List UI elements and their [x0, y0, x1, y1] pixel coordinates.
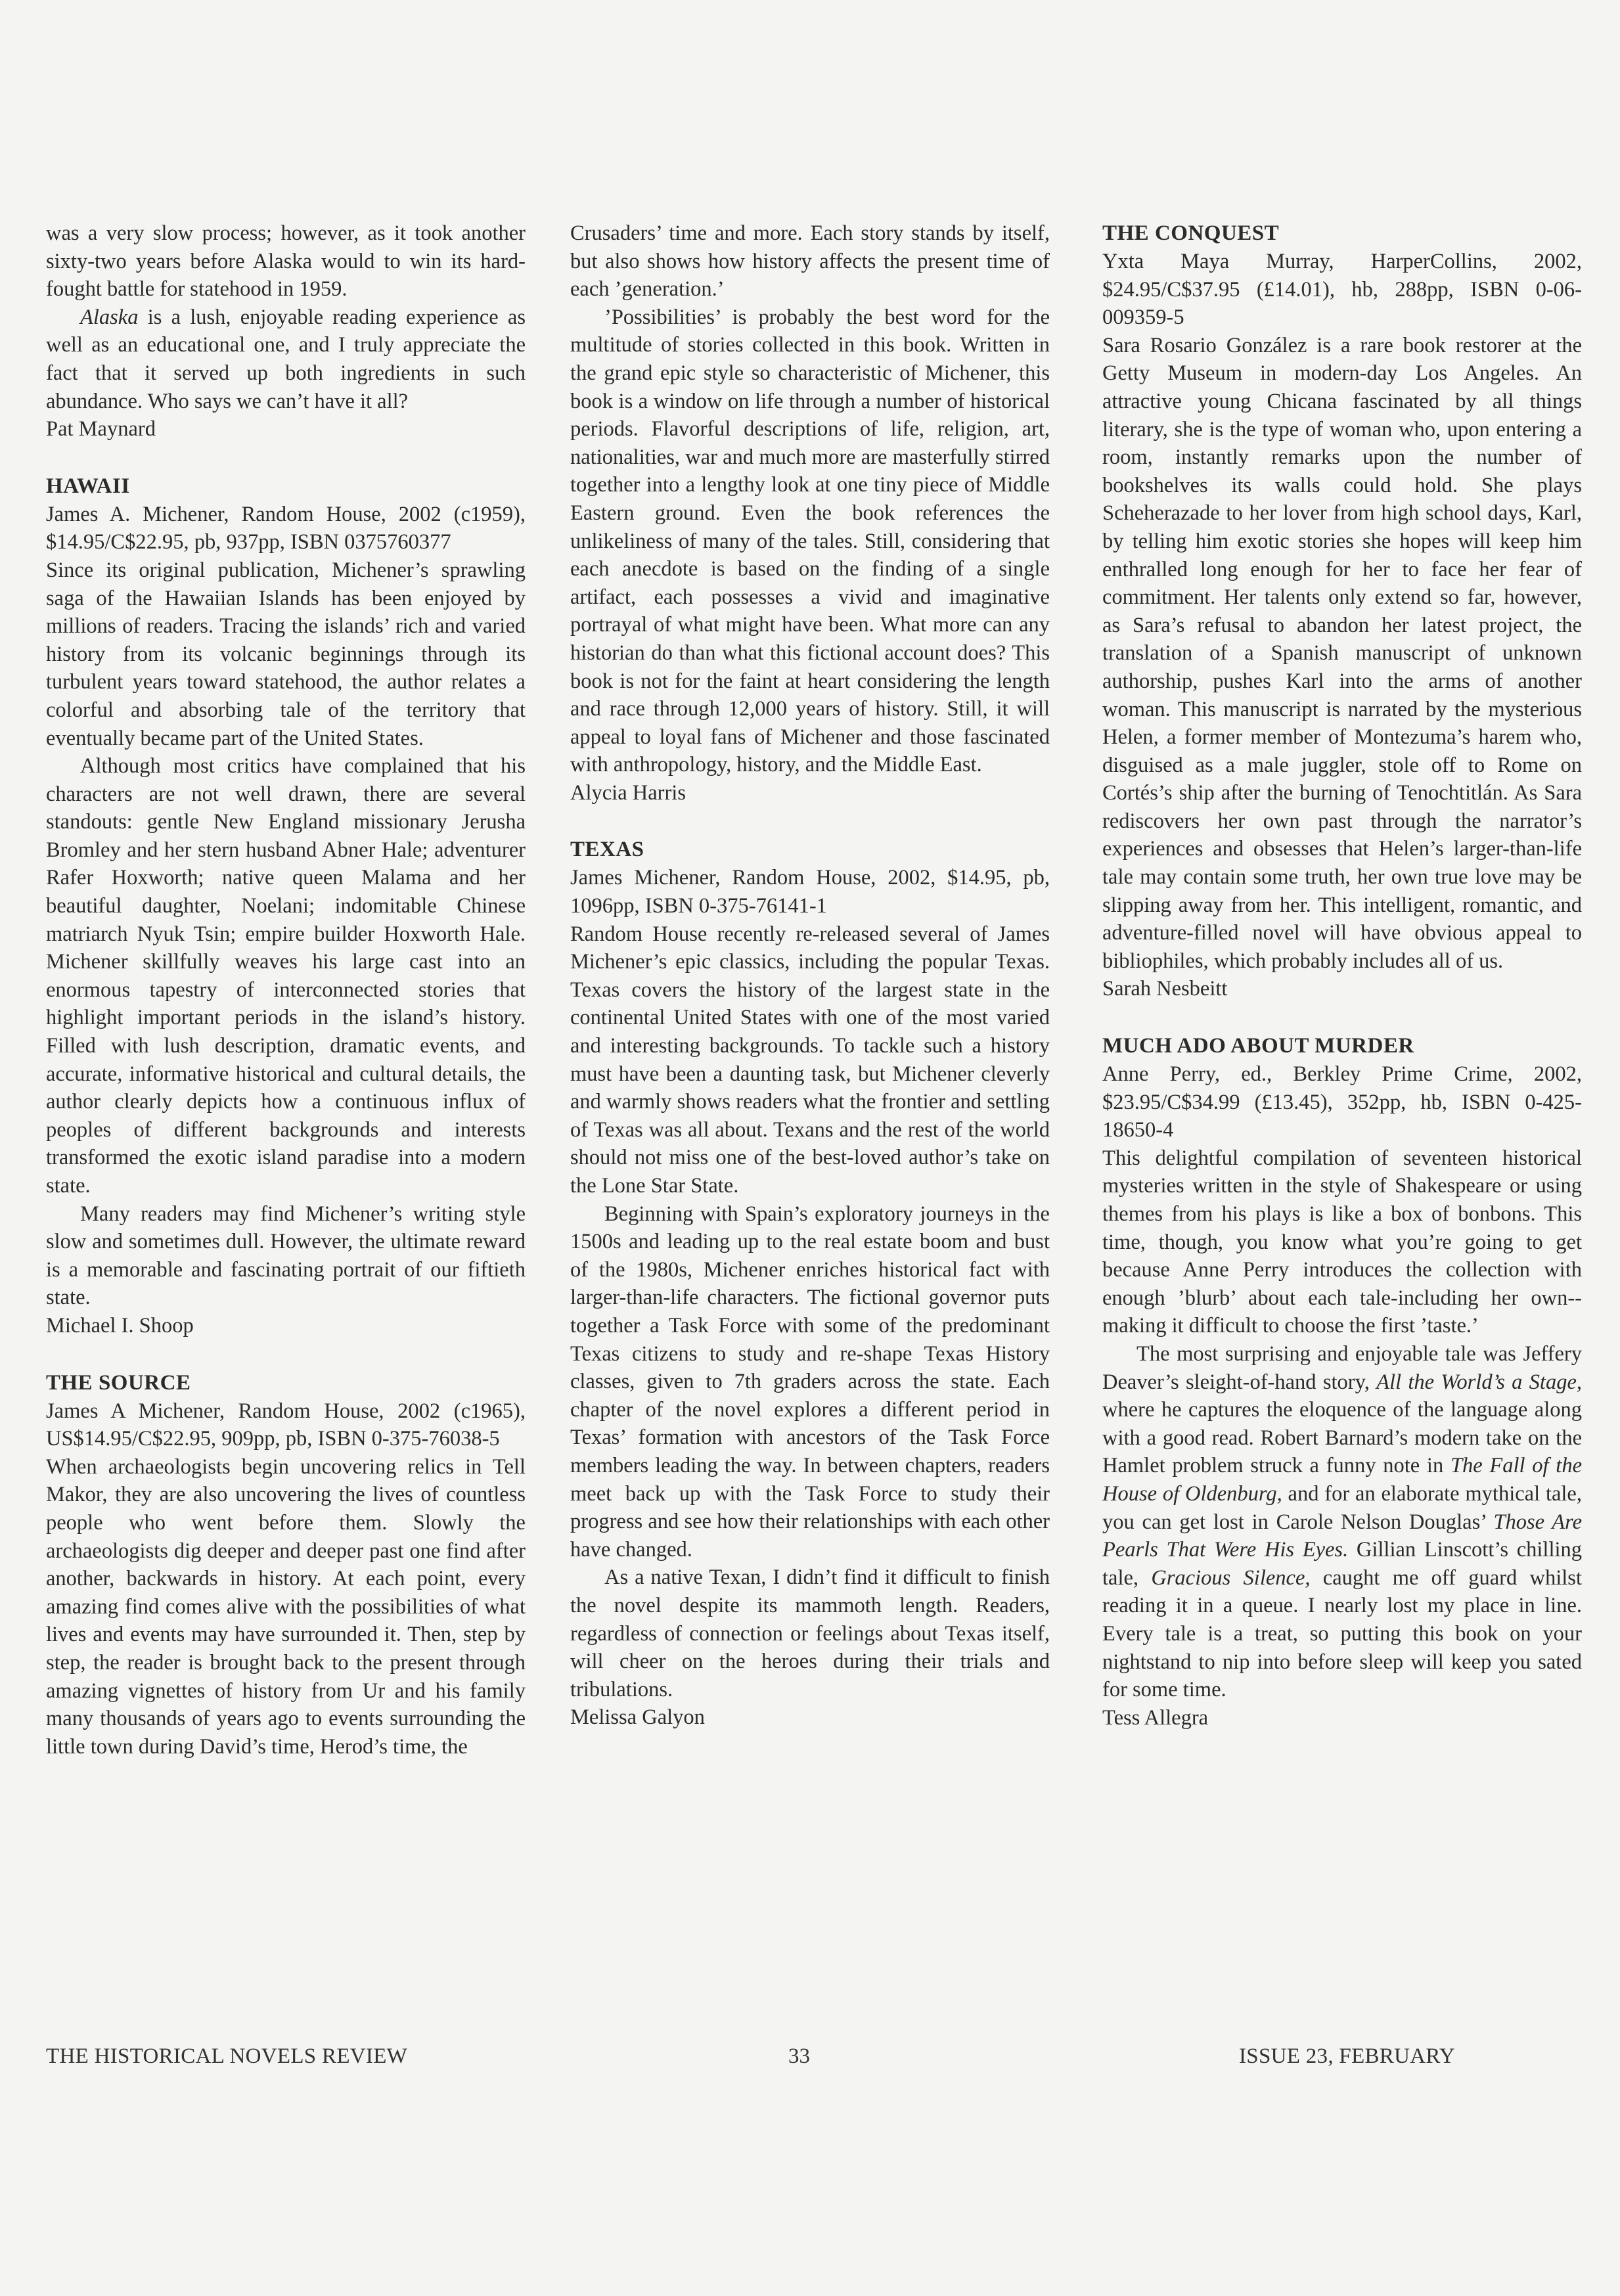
footer-publication-name: THE HISTORICAL NOVELS REVIEW — [46, 2044, 408, 2068]
review-paragraph: Many readers may find Michener’s writing style slow and sometimes dull. However, the ultimate reward is a memorable and fascinating portrait of our fiftieth state. — [46, 1202, 526, 1310]
review-title-the-source: THE SOURCE — [46, 1370, 191, 1395]
story-title-italic: Those Are Pearls That Were His Eyes. — [1102, 1510, 1582, 1562]
reviewer-name: Sarah Nesbeitt — [1102, 977, 1228, 1001]
review-paragraph: Crusaders’ time and more. Each story stands by itself, but also shows how history affects the present time of each ’generation.’ — [570, 221, 1050, 302]
reviewer-name: Alycia Harris — [570, 780, 686, 805]
review-paragraph: This delightful compilation of seventeen historical mysteries written in the style of Shakespeare or using themes from his plays is like a box of bonbons. This time, though, you know what you’re going to get because Anne Perry introduces the collection with enough ’blurb’ about each tale-including her own--making it difficult to choose the first ’taste.’ — [1102, 1146, 1582, 1338]
footer-issue: ISSUE 23, FEBRUARY — [1239, 2044, 1456, 2068]
footer-page-number: 33 — [788, 2044, 810, 2068]
review-title-much-ado-about-murder: MUCH ADO ABOUT MURDER — [1102, 1034, 1414, 1058]
review-title-the-conquest: THE CONQUEST — [1102, 221, 1280, 245]
reviewer-name: Melissa Galyon — [570, 1705, 705, 1730]
story-title-italic: Gracious Silence, — [1151, 1565, 1311, 1590]
alaska-review-closing: Alaska is a lush, enjoyable reading experience as well as an educational one, and I truly appreciate the fact that it served up both ingredients in such abundance. Who says we can’t have it all? — [46, 305, 526, 413]
column-2 — [570, 219, 1050, 1732]
review-paragraph: When archaeologists begin uncovering relics in Tell Makor, they are also uncovering the lives of countless people who went before them. Slowly the archaeologists dig deeper and deeper past one find after another, backwards in history. At each point, every amazing find comes alive with the possibilities of what lives and events may have surrounded it. Then, step by step, the reader is brought back to the present through amazing vignettes of history from Ur and his family many thousands of years ago to events surrounding the little town during David’s time, Herod’s time, the — [46, 1454, 526, 1759]
column-1 — [46, 219, 526, 1761]
review-title-hawaii: HAWAII — [46, 474, 130, 498]
review-paragraph: Random House recently re-released several of James Michener’s epic classics, including the popular Texas. Texas covers the history of the largest state in the continental United States with one of the most varied and interesting backgrounds. To tackle such a history must have been a daunting task, but Michener cleverly and warmly shows readers what the frontier and settling of Texas was all about. Texans and the rest of the world should not miss one of the best-loved author’s take on the Lone Star State. — [570, 922, 1050, 1198]
review-paragraph: Sara Rosario González is a rare book restorer at the Getty Museum in modern-day Los Angeles. An attractive young Chicana fascinated by all things literary, she is the type of woman who, upon entering a room, instantly remarks upon the number of bookshelves its walls could hold. She plays Scheherazade to her lover from high school days, Karl, by telling him exotic stories she hopes will keep him enthralled long enough for her to face her fear of commitment. Her talents only extend so far, however, as Sara’s refusal to abandon her latest project, the translation of a Spanish manuscript of unknown authorship, pushes Karl into the arms of another woman. This manuscript is narrated by the mysterious Helen, a former member of Montezuma’s harem who, disguised as a male juggler, stole off to Rome on Cortés’s ship after the burning of Tenochtitlán. As Sara rediscovers her own past through the narrator’s experiences and obsesses that Helen’s larger-than-life tale may contain some truth, her own true love may be slipping away from her. This intelligent, romantic, and adventure-filled novel will have obvious appeal to bibliophiles, which probably includes all of us. — [1102, 333, 1582, 973]
bibliographic-info: James Michener, Random House, 2002, $14.95, pb, 1096pp, ISBN 0-375-76141-1 — [570, 866, 1050, 918]
story-title-italic: All the World’s a Stage, — [1376, 1370, 1582, 1394]
bibliographic-info: James A. Michener, Random House, 2002 (c1959), $14.95/C$22.95, pb, 937pp, ISBN 0375760377 — [46, 502, 526, 554]
alaska-title-italic: Alaska — [80, 305, 139, 329]
story-title-italic: The Fall of the House of Oldenburg, — [1102, 1454, 1582, 1506]
alaska-review-ending: was a very slow process; however, as it took another sixty-two years before Alaska would to win its hard-fought battle for statehood in 1959. — [46, 221, 526, 302]
review-paragraph: Beginning with Spain’s exploratory journeys in the 1500s and leading up to the real estate boom and bust of the 1980s, Michener enriches historical fact with larger-than-life characters. The fictional governor puts together a Task Force with some of the predominant Texas citizens to study and re-shape Texas History classes, given to 7th graders across the state. Each chapter of the novel explores a different period in Texas’ formation with ancestors of the Task Force members leading the way. In between chapters, readers meet back up with the Task Force to study their progress and see how their relationships with each other have changed. — [570, 1202, 1050, 1562]
review-paragraph: Since its original publication, Michener’s sprawling saga of the Hawaiian Islands has been enjoyed by millions of readers. Tracing the islands’ rich and varied history from its volcanic beginnings through its turbulent years toward statehood, the author relates a colorful and absorbing tale of the territory that eventually became part of the United States. — [46, 558, 526, 750]
reviewer-name: Michael I. Shoop — [46, 1313, 194, 1338]
review-paragraph: As a native Texan, I didn’t find it difficult to finish the novel despite its mammoth length. Readers, regardless of connection or feelings about Texas itself, will cheer on the heroes during their trials and tribulations. — [570, 1565, 1050, 1701]
bibliographic-info: Anne Perry, ed., Berkley Prime Crime, 2002, $23.95/C$34.99 (£13.45), 352pp, hb, ISBN 0-425-18650-4 — [1102, 1062, 1582, 1142]
bibliographic-info: Yxta Maya Murray, HarperCollins, 2002, $24.95/C$37.95 (£14.01), hb, 288pp, ISBN 0-06-009359-5 — [1102, 250, 1582, 330]
review-paragraph: ’Possibilities’ is probably the best word for the multitude of stories collected in this book. Written in the grand epic style so characteristic of Michener, this book is a window on life through a number of historical periods. Flavorful descriptions of life, religion, art, nationalities, war and much more are masterfully stirred together into a lengthy look at one tiny piece of Middle Eastern ground. Even the book references the unlikeliness of many of the tales. Still, considering that each anecdote is based on the finding of a single artifact, each possesses a vivid and imaginative portrayal of what might have been. What more can any historian do than what this fictional account does? This book is not for the faint at heart considering the length and race through 12,000 years of history. Still, it will appeal to loyal fans of Michener and those fascinated with anthropology, history, and the Middle East. — [570, 305, 1050, 777]
bibliographic-info: James A Michener, Random House, 2002 (c1965), US$14.95/C$22.95, 909pp, pb, ISBN 0-375-76038-5 — [46, 1399, 526, 1451]
column-3 — [1102, 219, 1582, 1732]
reviewer-name: Pat Maynard — [46, 417, 156, 441]
review-title-texas: TEXAS — [570, 838, 644, 862]
reviewer-name: Tess Allegra — [1102, 1705, 1209, 1730]
review-paragraph: The most surprising and enjoyable tale was Jeffery Deaver’s sleight-of-hand story, All the World’s a Stage, where he captures the eloquence of the language along with a good read. Robert Barnard’s modern take on the Hamlet problem struck a funny note in The Fall of the House of Oldenburg, and for an elaborate mythical tale, you can get lost in Carole Nelson Douglas’ Those Are Pearls That Were His Eyes. Gillian Linscott’s chilling tale, Gracious Silence, caught me off guard whilst reading it in a queue. I nearly lost my place in line. Every tale is a treat, so putting this book on your nightstand to nip into before sleep will keep you sated for some time. — [1102, 1341, 1583, 1702]
review-paragraph: Although most critics have complained that his characters are not well drawn, there are several standouts: gentle New England missionary Jerusha Bromley and her stern husband Abner Hale; adventurer Rafer Hoxworth; native queen Malama and her beautiful daughter, Noelani; indomitable Chinese matriarch Nyuk Tsin; empire builder Hoxworth Hale. Michener skillfully weaves his large cast into an enormous tapestry of interconnected stories that highlight important periods in the island’s history. Filled with lush description, dramatic events, and accurate, informative historical and cultural details, the author clearly depicts how a continuous influx of peoples of different backgrounds and interests transformed the exotic island paradise into a modern state. — [46, 754, 526, 1198]
